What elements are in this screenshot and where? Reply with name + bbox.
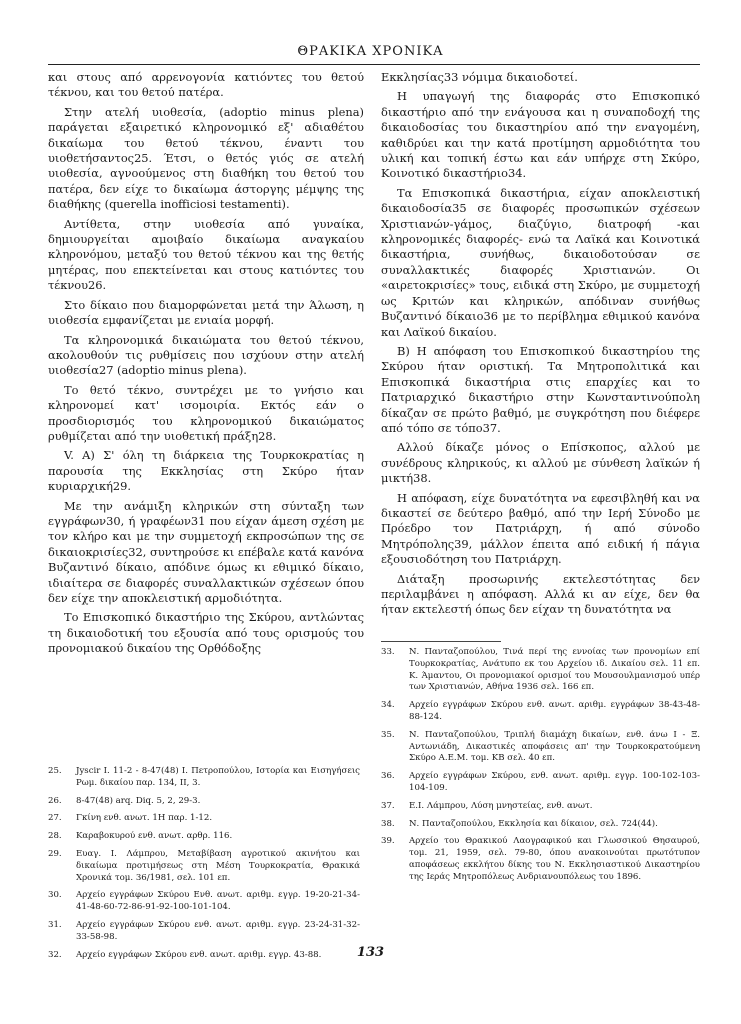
footnote-number: 29. (48, 848, 62, 859)
footnote-number: 26. (48, 795, 62, 806)
header-rule (48, 64, 700, 65)
running-header: ΘΡΑΚΙΚΑ ΧΡΟΝΙΚΑ (297, 44, 444, 59)
footnote-number: 28. (48, 831, 62, 842)
right-paragraph: Η απόφαση, είχε δυνατότητα να εφεσιβληθή και να δικαστεί σε δεύτερο βαθμό, από την Ιερή Σύνοδο με Πρόεδρο τον Πατριάρχη, ή από σύνοδο Μητρόπολης39, μάλλον έπειτα από ειδική ή πάγια εξουσιοδότηση του Πατριάρχη. (381, 490, 700, 567)
footnote-number: 37. (381, 800, 395, 811)
right-paragraph: Αλλού δίκαζε μόνος ο Επίσκοπος, αλλού με συνέδρους κληρικούς, κι αλλού με σύνθεση λαϊκών ή μικτή38. (381, 440, 700, 486)
footnote-text: Ν. Πανταζοπούλου, Τριπλή διαμάχη δικαίων, ενθ. άνω Ι - Ξ. Αντωνιάδη, Δικαστικές αποφάσεις απ' την Τουρκοκρατούμενη Σκύρο Α.Ε.Μ. τομ. ΚΒ σελ. 40 επ. (409, 729, 700, 764)
footnotes-left (48, 766, 360, 967)
footnote-item (381, 771, 700, 795)
footnote-item (381, 700, 700, 724)
right-paragraph: Τα Επισκοπικά δικαστήρια, είχαν αποκλειστική δικαιοδοσία35 σε διαφορές προσωπικών σχέσεων Χριστιανών-γάμος, διαζύγιο, διατροφή -και κληρονομικές διαφορές- ενώ τα Λαϊκά και Κοινοτικά δικαστήρια, συνήθως, δικαιοδοτούσαν σε συναλλακτικές διαφορές Χριστιανών. Οι «αιρετοκρισίες» τους, ειδικά στη Σκύρο, με συμμετοχή ως Κριτών και κληρικών, απόδιναν συνήθως Βυζαντινό δίκαιο36 με το περίβλημα εθιμικού κανόνα και Λαϊκού δικαίου. (381, 185, 700, 339)
footnote-number: 36. (381, 771, 395, 782)
footnotes-right (381, 647, 700, 890)
footnote-text: Αρχείο εγγράφων Σκύρου ενθ. ανωτ. αριθμ. εγγράφων 38-43-48-88-124. (409, 700, 700, 722)
footnote-text: Αρχείο εγγράφων Σκύρου, ενθ. ανωτ. αριθμ. εγγρ. 100-102-103-104-109. (409, 771, 700, 793)
footnote-text: Αρχείο εγγράφων Σκύρου ενθ. ανωτ. αριθμ. εγγρ. 43-88. (76, 949, 322, 960)
footnote-text: Αρχείο εγγράφων Σκύρου ενθ. ανωτ. αριθμ. εγγρ. 23-24-31-32-33-58-98. (76, 919, 360, 942)
footnote-text: Καραβοκυρού ενθ. ανωτ. αρθρ. 116. (76, 831, 233, 842)
footnote-number: 31. (48, 919, 62, 930)
left-paragraph: και στους από αρρενογονία κατιόντες του θετού τέκνου, και του θετού πατέρα. (48, 70, 364, 100)
footnote-text: Αρχείο εγγράφων Σκύρου Ενθ. ανωτ. αριθμ. εγγρ. 19-20-21-34-41-48-60-72-86-91-92-100-101-104. (76, 890, 360, 913)
footnote-number: 27. (48, 813, 62, 824)
page-number: 133 (356, 945, 385, 960)
right-paragraph: Η υπαγωγή της διαφοράς στο Επισκοπικό δικαστήριο από την ενάγουσα και η συναποδοχή της δικαιοδοσίας του δικαστηρίου από την εναγομένη, καθιδρύει και την κατά προτίμηση αρμοδιότητα του υλική και τοπική έστω και εάν υπήρχε στη Σκύρο, Κοινοτικό δικαστήριο34. (381, 89, 700, 181)
footnote-item (48, 920, 360, 944)
right-paragraph: Εκκλησίας33 νόμιμα δικαιοδοτεί. (381, 70, 578, 84)
left-column (48, 70, 364, 661)
right-column (381, 70, 700, 622)
footnote-item (48, 890, 360, 914)
footnote-number: 38. (381, 818, 395, 829)
footnote-item (381, 801, 700, 813)
left-paragraph: Τα κληρονομικά δικαιώματα του θετού τέκνου, ακολουθούν τις ρυθμίσεις που ισχύουν στην ατελή υιοθεσία27 (adoptio minus plena). (48, 332, 364, 378)
footnote-number: 32. (48, 949, 62, 960)
left-paragraph: Αντίθετα, στην υιοθεσία από γυναίκα, δημιουργείται αμοιβαίο δικαίωμα αναγκαίου κληρονόμου, μεταξύ του θετού τέκνου και της θετής μητέρας, που επεκτείνεται και στους κατιόντες του τέκνου26. (48, 216, 364, 293)
footnote-item (48, 766, 360, 790)
footnote-item (48, 831, 360, 843)
left-paragraph: Το Επισκοπικό δικαστήριο της Σκύρου, αντλώντας τη δικαιοδοτική του εξουσία από τους ορισμούς του προνομιακού δικαίου της Ορθόδοξης (48, 610, 364, 656)
footnote-number: 34. (381, 700, 395, 711)
footnote-number: 30. (48, 890, 62, 901)
footnote-text: Γκίνη ενθ. ανωτ. 1Η παρ. 1-12. (76, 813, 213, 824)
right-paragraph: B) Η απόφαση του Επισκοπικού δικαστηρίου της Σκύρου ήταν οριστική. Τα Μητροπολιτικά και Επισκοπικά δικαστήρια στις επαρχίες και το Πατριαρχικό δικαστήριο στην Κωνσταντινούπολη δίκαζαν σε πρώτο βαθμό, με συγκρότηση που διέφερε από τόπο σε τόπο37. (381, 343, 700, 435)
footnote-text: Ν. Πανταζοπούλου, Εκκλησία και δίκαιον, σελ. 724(44). (409, 818, 658, 829)
footnote-item (48, 796, 360, 808)
left-paragraph: Με την ανάμιξη κληρικών στη σύνταξη των εγγράφων30, ή γραφέων31 που είχαν άμεση σχέση με τον κλήρο και με την συμμετοχή εκπροσώπων της σε δικαιοκρισίες32, συντηρούσε κι επέβαλε κατά κανόνα Βυζαντινό δίκαιο, απόδινε όμως κι εθιμικό δίκαιο, ιδιαίτερα σε διαφορές συναλλακτικών σχέσεων όπου δεν είχε την αποκλειστική αρμοδιότητα. (48, 498, 364, 605)
footnote-text: Ευαγ. Ι. Λάμπρου, Μεταβίβαση αγροτικού ακινήτου και δικαίωμα προτιμήσεως στη Μέση Τουρκοκρατία, Θρακικά Χρονικά τομ. 36/1981, σελ. 101 επ. (76, 848, 360, 883)
footnote-rule-right (381, 641, 501, 642)
footnote-item (381, 819, 700, 831)
right-paragraph: Διάταξη προσωρινής εκτελεστότητας δεν περιλαμβάνει η απόφαση. Αλλά κι αν είχε, δεν θα ήταν εκτελεστή όπως δεν είχαν τη δυνατότητα να (381, 571, 700, 617)
left-paragraph: Το θετό τέκνο, συντρέχει με το γνήσιο και κληρονομεί κατ' ισομοιρία. Εκτός εάν ο προσδιορισμός του κληρονομικού δικαιώματος ρυθμίζεται από την υιοθετική πράξη28. (48, 382, 364, 443)
footnote-text: Ε.Ι. Λάμπρου, Λύση μνηστείας, ενθ. ανωτ. (409, 800, 593, 811)
footnote-number: 33. (381, 647, 395, 657)
footnote-item (48, 813, 360, 825)
footnote-number: 35. (381, 729, 395, 740)
footnote-number: 39. (381, 836, 395, 847)
footnote-item (381, 836, 700, 883)
footnote-item (381, 730, 700, 765)
footnote-text: Αρχείο του Θρακικού Λαογραφικού και Γλωσσικού Θησαυρού, τομ. 21, 1959, σελ. 79-80, όπου ανακοινούται πρωτότυπον αποφάσεως εκκλήτου δίκης του Ν. Εκκλησιαστικού Δικαστηρίου της Ιεράς Μητροπόλεως Ανδριανουπόλεως του 1896. (409, 836, 700, 882)
footnote-text: Jyscir I. 11-2 - 8-47(48) Ι. Πετροπούλου, Ιστορία και Εισηγήσεις Ρωμ. δικαίου παρ. 134, ΙΙ, 3. (76, 766, 360, 788)
footnote-number: 25. (48, 766, 62, 776)
left-paragraph: V. A) Σ' όλη τη διάρκεια της Τουρκοκρατίας η παρουσία της Εκκλησίας στη Σκύρο ήταν κυριαρχική29. (48, 448, 364, 494)
footnote-text: Ν. Πανταζοπούλου, Τινά περί της εννοίας των προνομίων επί Τουρκοκρατίας, Ανάτυπο εκ του Αρχείου ιδ. Δικαίου σελ. 11 επ. Κ. Άμαντου, Οι προνομιακοί ορισμοί του Μουσουλμανισμού υπέρ των Χριστιανών, Αθήνα 1936 σελ. 166 επ. (409, 647, 700, 693)
footnote-item (48, 849, 360, 884)
footnote-item (381, 647, 700, 694)
footnote-text: 8-47(48) arq. Diq. 5, 2, 29-3. (76, 795, 201, 806)
left-paragraph: Στην ατελή υιοθεσία, (adoptio minus plena) παράγεται εξαιρετικό κληρονομικό εξ' αδιαθέτου δικαίωμα του θετού τέκνου, έναντι του υιοθετήσαντος25. Έτσι, ο θετός γιός σε ατελή υιοθεσία, αγνοούμενος στη διαθήκη του θετού του πατέρα, δεν είχε το δικαίωμα άστοργης μέμψης της διαθήκης (querella inofficiosi testamenti). (48, 104, 364, 212)
left-paragraph: Στο δίκαιο που διαμορφώνεται μετά την Άλωση, η υιοθεσία εμφανίζεται με ενιαία μορφή. (48, 297, 364, 328)
